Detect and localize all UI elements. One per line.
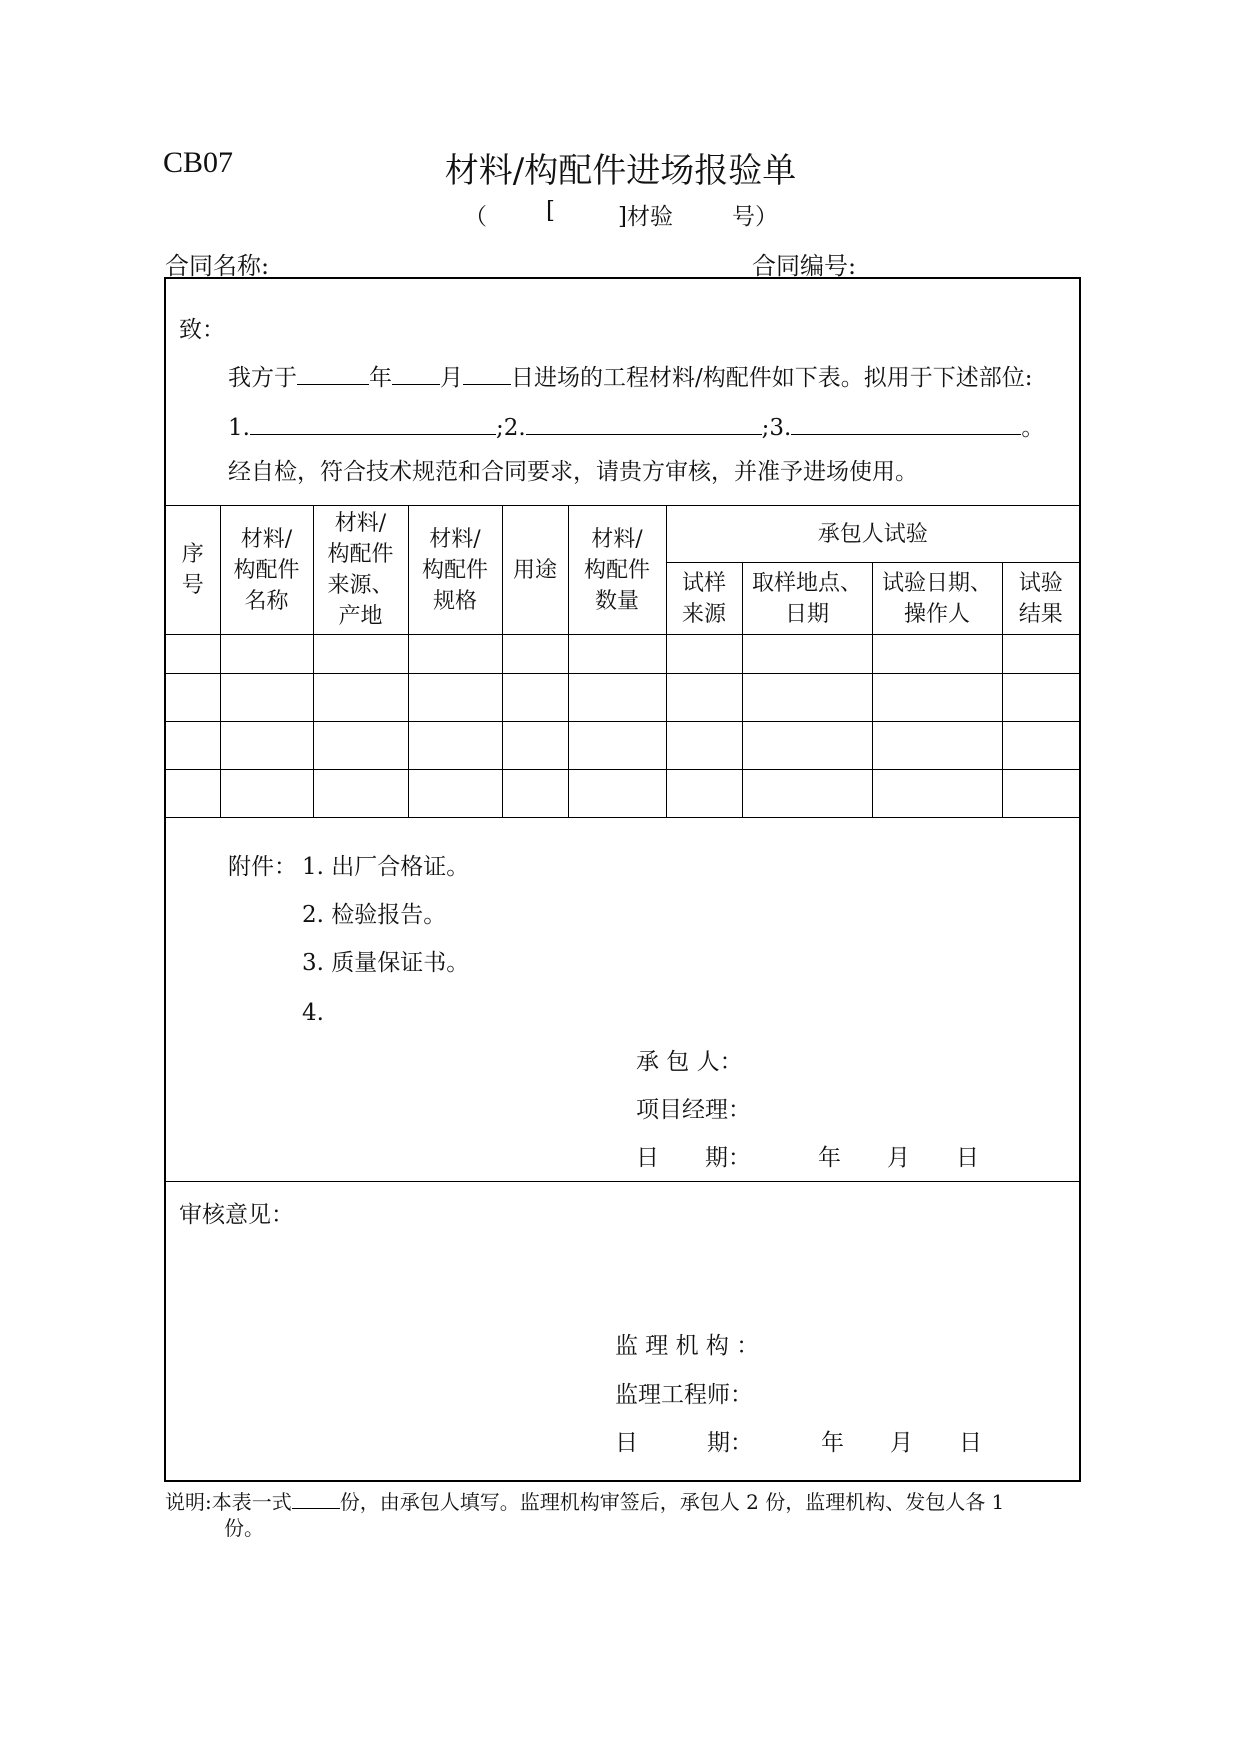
table-cell[interactable] bbox=[166, 674, 220, 722]
header-spec: 材料/构配件规格 bbox=[408, 506, 502, 635]
contract-name-label: 合同名称: bbox=[165, 252, 270, 280]
attachment-item: 2. 检验报告。 bbox=[302, 902, 447, 928]
supervision-engineer-label: 监理工程师： bbox=[615, 1382, 753, 1408]
review-label: 审核意见： bbox=[179, 1202, 294, 1228]
table-cell[interactable] bbox=[166, 722, 220, 770]
table-cell[interactable] bbox=[166, 770, 220, 818]
to-label: 致： bbox=[179, 317, 225, 343]
footnote-line2: 份。 bbox=[224, 1516, 264, 1540]
table-cell[interactable] bbox=[502, 635, 568, 674]
section-divider bbox=[166, 1181, 1079, 1182]
table-row bbox=[166, 722, 1079, 770]
table-cell[interactable] bbox=[872, 722, 1002, 770]
header-origin: 材料/构配件来源、产地 bbox=[313, 506, 408, 635]
table-cell[interactable] bbox=[1002, 722, 1079, 770]
table-cell[interactable] bbox=[568, 770, 666, 818]
self-check-text: 经自检，符合技术规范和合同要求，请贵方审核，并准予进场使用。 bbox=[228, 459, 918, 485]
table-cell[interactable] bbox=[742, 635, 872, 674]
table-cell[interactable] bbox=[742, 674, 872, 722]
day-blank[interactable] bbox=[463, 362, 511, 385]
supervision-org-label: 监 理 机 构 ： bbox=[615, 1333, 760, 1359]
review-date-label: 日 期： bbox=[615, 1430, 753, 1456]
year-blank[interactable] bbox=[297, 362, 369, 385]
contractor-date-label: 日 期： bbox=[636, 1145, 751, 1171]
table-cell[interactable] bbox=[166, 635, 220, 674]
table-cell[interactable] bbox=[313, 722, 408, 770]
subtitle-hao: 号） bbox=[732, 204, 778, 230]
location-3-blank[interactable] bbox=[791, 412, 1021, 435]
table-cell[interactable] bbox=[220, 674, 313, 722]
table-cell[interactable] bbox=[742, 770, 872, 818]
period: 。 bbox=[1021, 415, 1045, 441]
footnote-prefix: 说明:本表一式 bbox=[165, 1490, 292, 1514]
form-frame bbox=[164, 277, 1081, 1482]
line1-suffix: 日进场的工程材料/构配件如下表。拟用于下述部位: bbox=[511, 365, 1033, 391]
table-cell[interactable] bbox=[742, 722, 872, 770]
header-test-date: 试验日期、操作人 bbox=[872, 563, 1002, 635]
table-cell[interactable] bbox=[568, 722, 666, 770]
table-cell[interactable] bbox=[313, 674, 408, 722]
header-usage: 用途 bbox=[502, 506, 568, 635]
subtitle-bracket-open: [ bbox=[546, 198, 555, 224]
table-cell[interactable] bbox=[872, 770, 1002, 818]
table-cell[interactable] bbox=[502, 722, 568, 770]
table-cell[interactable] bbox=[313, 635, 408, 674]
header-seq: 序号 bbox=[166, 506, 220, 635]
table-cell[interactable] bbox=[220, 635, 313, 674]
table-cell[interactable] bbox=[568, 674, 666, 722]
form-title: 材料/构配件进场报验单 bbox=[444, 151, 797, 191]
table-cell[interactable] bbox=[408, 722, 502, 770]
month-blank[interactable] bbox=[392, 362, 440, 385]
table-cell[interactable] bbox=[568, 635, 666, 674]
month-label: 月 bbox=[440, 365, 463, 391]
table-row bbox=[166, 674, 1079, 722]
table-cell[interactable] bbox=[313, 770, 408, 818]
location-item-1: 1. bbox=[228, 415, 250, 441]
table-row bbox=[166, 770, 1079, 818]
location-2-blank[interactable] bbox=[526, 412, 762, 435]
table-cell[interactable] bbox=[502, 770, 568, 818]
attachment-item: 4. bbox=[302, 1000, 324, 1026]
year-label: 年 bbox=[369, 365, 392, 391]
table-cell[interactable] bbox=[666, 722, 742, 770]
project-manager-label: 项目经理： bbox=[636, 1097, 751, 1123]
table-cell[interactable] bbox=[1002, 635, 1079, 674]
footnote bbox=[165, 1486, 1004, 1515]
table-cell[interactable] bbox=[666, 674, 742, 722]
header-test-result: 试验结果 bbox=[1002, 563, 1079, 635]
table-cell[interactable] bbox=[408, 674, 502, 722]
contract-no-label: 合同编号: bbox=[752, 252, 857, 280]
contractor-label: 承 包 人： bbox=[636, 1049, 743, 1075]
table-cell[interactable] bbox=[502, 674, 568, 722]
form-code: CB07 bbox=[163, 146, 234, 179]
table-cell[interactable] bbox=[872, 674, 1002, 722]
table-cell[interactable] bbox=[408, 770, 502, 818]
table-cell[interactable] bbox=[220, 722, 313, 770]
materials-table bbox=[166, 505, 1079, 818]
review-date-ymd: 年 月 日 bbox=[821, 1430, 982, 1456]
table-cell[interactable] bbox=[408, 635, 502, 674]
location-item-2: ;2. bbox=[495, 415, 526, 441]
location-line bbox=[228, 412, 1044, 443]
contractor-date-ymd: 年 月 日 bbox=[818, 1145, 979, 1171]
attachments-label: 附件： bbox=[228, 854, 297, 880]
header-sample-place: 取样地点、日期 bbox=[742, 563, 872, 635]
table-cell[interactable] bbox=[666, 770, 742, 818]
footnote-suffix: 份，由承包人填写。监理机构审签后，承包人 2 份，监理机构、发包人各 1 bbox=[339, 1490, 1005, 1514]
subtitle-open: （ bbox=[464, 204, 487, 230]
header-name: 材料/构配件名称 bbox=[220, 506, 313, 635]
attachment-item: 1. 出厂合格证。 bbox=[302, 854, 470, 880]
location-1-blank[interactable] bbox=[250, 412, 496, 435]
header-sample-source: 试样来源 bbox=[666, 563, 742, 635]
copies-blank[interactable] bbox=[292, 1490, 340, 1509]
line1-prefix: 我方于 bbox=[228, 365, 297, 391]
table-cell[interactable] bbox=[872, 635, 1002, 674]
header-qty: 材料/构配件数量 bbox=[568, 506, 666, 635]
entry-date-line bbox=[228, 362, 1033, 393]
attachment-item: 3. 质量保证书。 bbox=[302, 950, 470, 976]
subtitle-bracket-close: ]材验 bbox=[618, 204, 673, 230]
table-cell[interactable] bbox=[1002, 674, 1079, 722]
location-item-3: ;3. bbox=[761, 415, 792, 441]
table-cell[interactable] bbox=[666, 635, 742, 674]
table-row bbox=[166, 635, 1079, 674]
table-cell[interactable] bbox=[220, 770, 313, 818]
table-cell[interactable] bbox=[1002, 770, 1079, 818]
header-contractor-test: 承包人试验 bbox=[666, 506, 1079, 563]
